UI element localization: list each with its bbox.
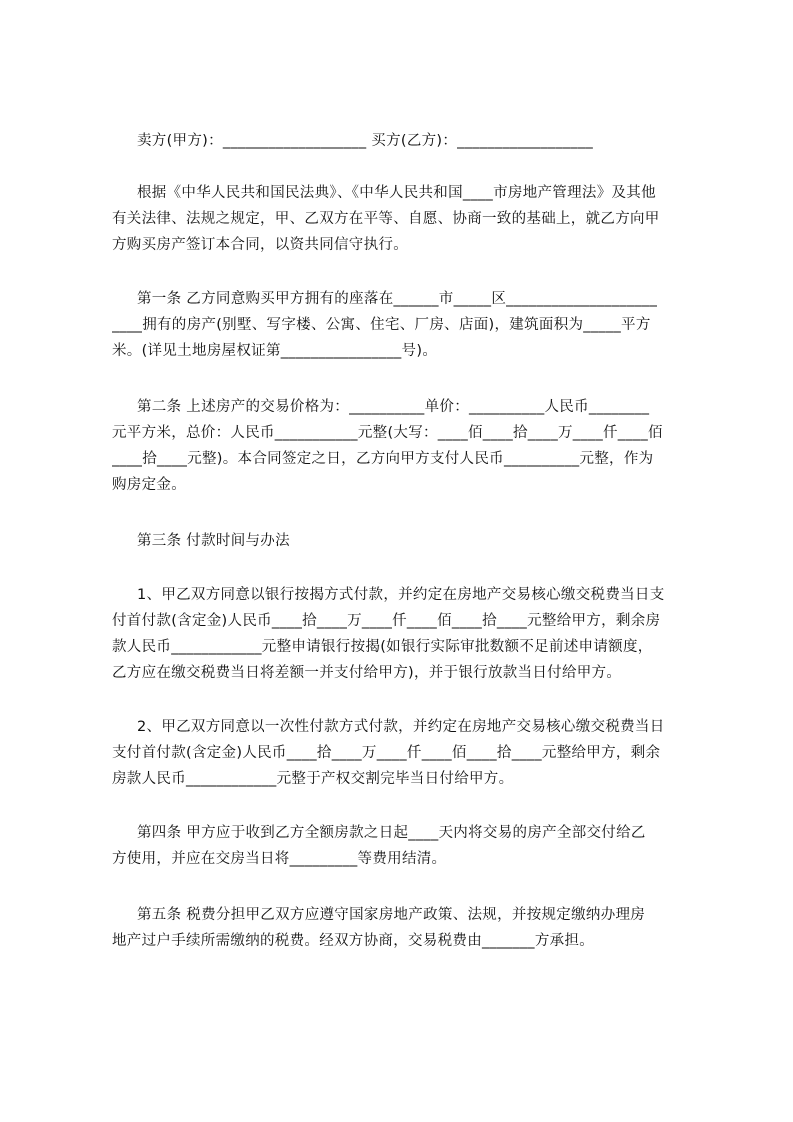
article-2-line-4: 购房定金。 bbox=[112, 477, 186, 493]
article-3-item-2-line-2: 支付首付款(含定金)人民币____拾____万____仟____佰____拾____元整给甲方，剩余 bbox=[112, 745, 661, 761]
article-1-line-2: ____拥有的房产(别墅、写字楼、公寓、住宅、厂房、店面)，建筑面积为_____平方 bbox=[112, 317, 651, 333]
article-3-title bbox=[112, 528, 702, 554]
article-2-line-3: ____拾____元整)。本合同签定之日，乙方向甲方支付人民币__________元整，作为 bbox=[112, 451, 654, 467]
preamble-line-3: 方购买房产签订本合同，以资共同信守执行。 bbox=[112, 237, 408, 253]
article-3-item-1-line-4: 乙方应在缴交税费当日将差额一并支付给甲方)，并于银行放款当日付给甲方。 bbox=[112, 665, 622, 681]
article-3-item-1-line-3: 款人民币____________元整申请银行按揭(如银行实际审批数额不足前述申请额度， bbox=[112, 639, 653, 655]
parties-text: 卖方(甲方)：___________________ 买方(乙方)：__________________ bbox=[137, 133, 594, 149]
article-2-line-2: 元平方米，总价：人民币___________元整(大写：____佰____拾____万____仟____佰 bbox=[112, 425, 663, 441]
article-5-line-1: 第五条 税费分担甲乙双方应遵守国家房地产政策、法规，并按规定缴纳办理房 bbox=[137, 907, 646, 923]
preamble-paragraph bbox=[112, 180, 702, 258]
article-3-item-2-line-1: 2、甲乙双方同意以一次性付款方式付款，并约定在房地产交易核心缴交税费当日 bbox=[137, 719, 665, 735]
article-1-line-3: 米。(详见土地房屋权证第________________号)。 bbox=[112, 343, 438, 359]
article-3-item-1-line-1: 1、甲乙双方同意以银行按揭方式付款，并约定在房地产交易核心缴交税费当日支 bbox=[137, 587, 665, 603]
article-4-line-1: 第四条 甲方应于收到乙方全额房款之日起____天内将交易的房产全部交付给乙 bbox=[137, 825, 646, 841]
article-5 bbox=[112, 902, 702, 954]
article-3-item-2-line-3: 房款人民币____________元整于产权交割完毕当日付给甲方。 bbox=[112, 771, 514, 787]
preamble-line-1: 根据《中华人民共和国民法典》、《中华人民共和国____市房地产管理法》及其他 bbox=[137, 185, 656, 201]
parties-line bbox=[112, 128, 702, 154]
article-1 bbox=[112, 286, 702, 364]
article-3-item-1-line-2: 付首付款(含定金)人民币____拾____万____仟____佰____拾____元整给甲方，剩余房 bbox=[112, 613, 661, 629]
article-2-line-1: 第二条 上述房产的交易价格为：__________单价：__________人民币________ bbox=[137, 399, 650, 415]
article-4 bbox=[112, 820, 702, 872]
article-3-item-1 bbox=[112, 582, 702, 686]
article-5-line-2: 地产过户手续所需缴纳的税费。经双方协商，交易税费由_______方承担。 bbox=[112, 933, 595, 949]
article-4-line-2: 方使用，并应在交房当日将_________等费用结清。 bbox=[112, 851, 447, 867]
preamble-line-2: 有关法律、法规之规定，甲、乙双方在平等、自愿、协商一致的基础上，就乙方向甲 bbox=[112, 211, 660, 227]
article-3-title-text: 第三条 付款时间与办法 bbox=[137, 533, 290, 549]
article-3-item-2 bbox=[112, 714, 702, 792]
article-1-line-1: 第一条 乙方同意购买甲方拥有的座落在______市_____区____________________ bbox=[137, 291, 658, 307]
article-2 bbox=[112, 394, 702, 498]
